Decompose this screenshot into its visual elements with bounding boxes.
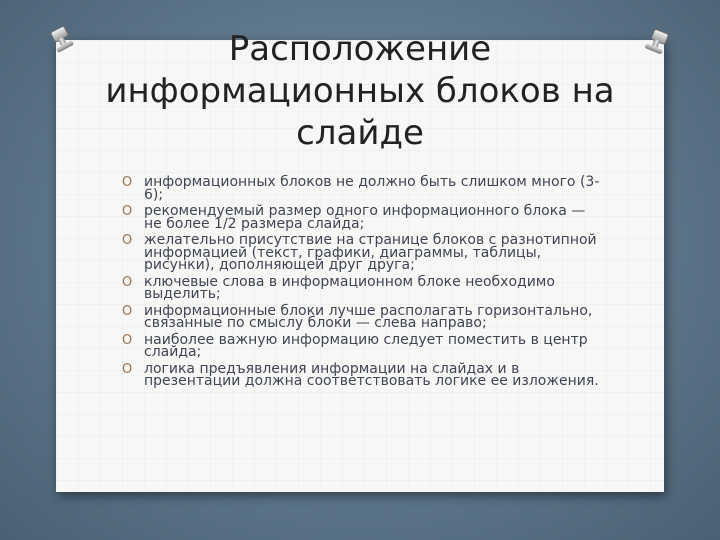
- bullet-list: [122, 176, 602, 392]
- bullet-marker: O: [122, 175, 133, 190]
- list-item: [122, 360, 602, 389]
- bullet-marker: O: [122, 274, 133, 290]
- bullet-text: ключевые слова в информационном блоке необходимо выделить;: [144, 273, 555, 302]
- list-item: [122, 273, 602, 302]
- bullet-marker: O: [122, 303, 133, 319]
- bullet-text: наиболее важную информацию следует поместить в центр слайда;: [144, 331, 588, 360]
- list-item: [122, 331, 602, 360]
- list-item: [122, 176, 602, 201]
- bullet-text: желательно присутствие на странице блоков с разнотипной информацией (текст, графики, диаграммы, таблицы, рисунки), дополняющей друг друга;: [144, 232, 597, 273]
- list-item: [122, 302, 602, 331]
- bullet-text: логика предъявления информации на слайдах и в презентации должна соответствовать логике ее изложения.: [144, 360, 599, 389]
- bullet-marker: O: [122, 332, 133, 348]
- slide-title: Расположение информационных блоков на слайде: [105, 29, 615, 153]
- list-item: [122, 205, 602, 230]
- bullet-marker: O: [122, 361, 133, 377]
- bullet-marker: O: [122, 204, 133, 219]
- list-item: [122, 234, 602, 272]
- bullet-text: информационных блоков не должно быть слишком много (3-6);: [144, 174, 600, 203]
- bullet-text: информационные блоки лучше располагать горизонтально, связанные по смыслу блоки — слева направо;: [144, 302, 593, 331]
- bullet-text: рекомендуемый размер одного информационного блока — не более 1/2 размера слайда;: [144, 203, 586, 232]
- bullet-marker: O: [122, 233, 133, 248]
